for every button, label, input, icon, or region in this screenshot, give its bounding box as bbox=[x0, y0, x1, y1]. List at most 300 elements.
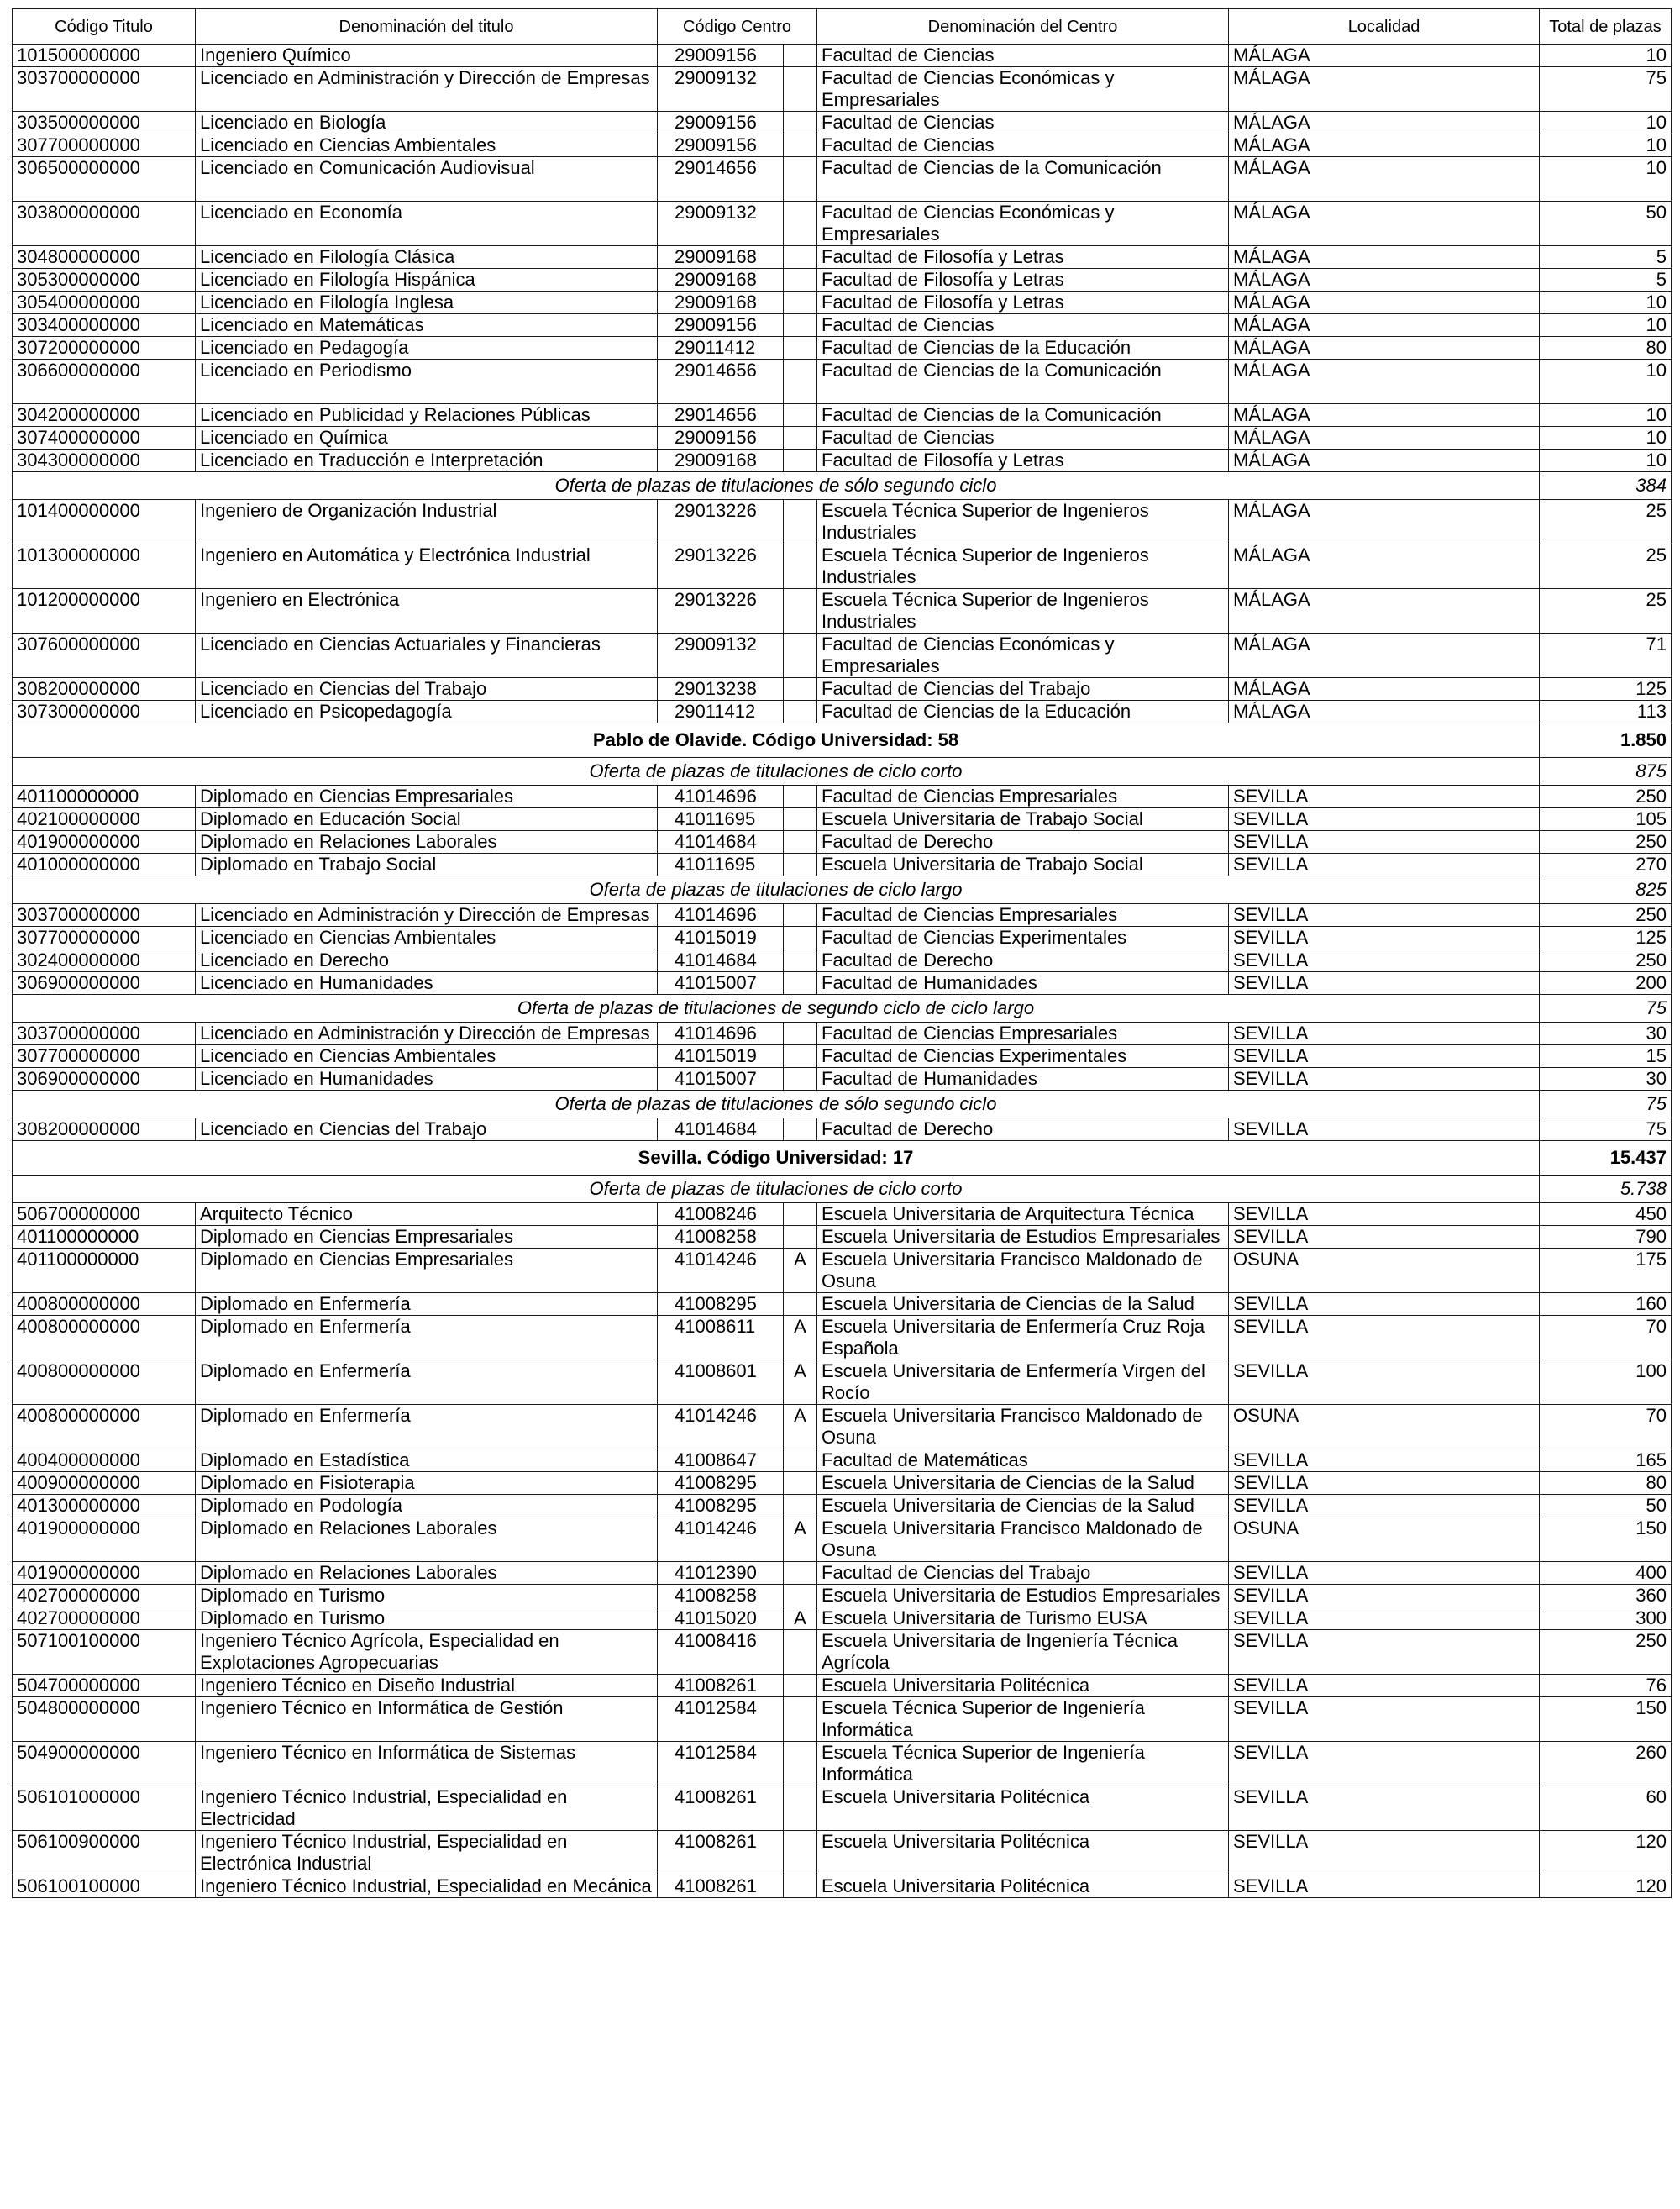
denominacion-titulo-cell: Licenciado en Ciencias del Trabajo bbox=[196, 678, 658, 701]
centro-flag-cell bbox=[784, 544, 817, 589]
denominacion-titulo-cell: Licenciado en Psicopedagogía bbox=[196, 701, 658, 723]
total-plazas-cell: 10 bbox=[1540, 292, 1672, 314]
denominacion-centro-cell: Facultad de Filosofía y Letras bbox=[817, 269, 1229, 292]
subtotal-value: 75 bbox=[1540, 995, 1672, 1023]
table-header bbox=[13, 9, 1672, 45]
codigo-titulo-cell: 303700000000 bbox=[13, 904, 196, 927]
total-plazas-cell: 25 bbox=[1540, 500, 1672, 544]
denominacion-titulo-cell: Ingeniero Técnico Industrial, Especialidad en Electrónica Industrial bbox=[196, 1831, 658, 1875]
table-row bbox=[13, 1495, 1672, 1517]
codigo-centro-cell: 29009156 bbox=[658, 314, 784, 337]
denominacion-titulo-cell: Diplomado en Estadística bbox=[196, 1449, 658, 1472]
centro-flag-cell bbox=[784, 1675, 817, 1697]
centro-flag-cell: A bbox=[784, 1517, 817, 1562]
denominacion-centro-cell: Facultad de Derecho bbox=[817, 831, 1229, 854]
university-title: Pablo de Olavide. Código Universidad: 58 bbox=[13, 723, 1540, 758]
total-plazas-cell: 150 bbox=[1540, 1697, 1672, 1742]
codigo-titulo-cell: 307400000000 bbox=[13, 427, 196, 450]
denominacion-titulo-cell: Diplomado en Ciencias Empresariales bbox=[196, 1226, 658, 1249]
codigo-centro-cell: 41014684 bbox=[658, 949, 784, 972]
localidad-cell: SEVILLA bbox=[1229, 904, 1540, 927]
total-plazas-cell: 165 bbox=[1540, 1449, 1672, 1472]
centro-flag-cell bbox=[784, 1045, 817, 1068]
table-row bbox=[13, 904, 1672, 927]
denominacion-centro-cell: Facultad de Ciencias de la Comunicación bbox=[817, 157, 1229, 202]
denominacion-centro-cell: Facultad de Humanidades bbox=[817, 1068, 1229, 1091]
denominacion-centro-cell: Facultad de Derecho bbox=[817, 949, 1229, 972]
total-plazas-cell: 125 bbox=[1540, 927, 1672, 949]
denominacion-centro-cell: Facultad de Matemáticas bbox=[817, 1449, 1229, 1472]
codigo-centro-cell: 41014696 bbox=[658, 904, 784, 927]
centro-flag-cell bbox=[784, 1472, 817, 1495]
codigo-titulo-cell: 506101000000 bbox=[13, 1786, 196, 1831]
codigo-titulo-cell: 304300000000 bbox=[13, 450, 196, 472]
denominacion-centro-cell: Escuela Universitaria Politécnica bbox=[817, 1786, 1229, 1831]
centro-flag-cell bbox=[784, 831, 817, 854]
codigo-centro-cell: 29014656 bbox=[658, 360, 784, 404]
localidad-cell: SEVILLA bbox=[1229, 1472, 1540, 1495]
total-plazas-cell: 50 bbox=[1540, 202, 1672, 246]
centro-flag-cell bbox=[784, 1786, 817, 1831]
denominacion-titulo-cell: Ingeniero Técnico Industrial, Especialidad en Mecánica bbox=[196, 1875, 658, 1898]
localidad-cell: SEVILLA bbox=[1229, 1831, 1540, 1875]
localidad-cell: SEVILLA bbox=[1229, 1607, 1540, 1630]
centro-flag-cell bbox=[784, 202, 817, 246]
codigo-centro-cell: 41015007 bbox=[658, 972, 784, 995]
total-plazas-cell: 100 bbox=[1540, 1360, 1672, 1405]
codigo-titulo-cell: 303700000000 bbox=[13, 67, 196, 112]
codigo-titulo-cell: 401900000000 bbox=[13, 831, 196, 854]
localidad-cell: SEVILLA bbox=[1229, 1675, 1540, 1697]
denominacion-titulo-cell: Ingeniero Técnico Agrícola, Especialidad en Explotaciones Agropecuarias bbox=[196, 1630, 658, 1675]
table-row bbox=[13, 67, 1672, 112]
denominacion-centro-cell: Facultad de Ciencias Empresariales bbox=[817, 1023, 1229, 1045]
total-plazas-cell: 105 bbox=[1540, 808, 1672, 831]
codigo-titulo-cell: 306900000000 bbox=[13, 972, 196, 995]
denominacion-titulo-cell: Ingeniero en Automática y Electrónica Industrial bbox=[196, 544, 658, 589]
centro-flag-cell bbox=[784, 500, 817, 544]
table-row bbox=[13, 808, 1672, 831]
table-row bbox=[13, 701, 1672, 723]
localidad-cell: SEVILLA bbox=[1229, 1875, 1540, 1898]
codigo-titulo-cell: 400400000000 bbox=[13, 1449, 196, 1472]
denominacion-titulo-cell: Licenciado en Humanidades bbox=[196, 1068, 658, 1091]
total-plazas-cell: 250 bbox=[1540, 786, 1672, 808]
table-row bbox=[13, 314, 1672, 337]
codigo-titulo-cell: 401300000000 bbox=[13, 1495, 196, 1517]
university-row bbox=[13, 1141, 1672, 1176]
localidad-cell: SEVILLA bbox=[1229, 972, 1540, 995]
codigo-centro-cell: 29009132 bbox=[658, 634, 784, 678]
denominacion-centro-cell: Facultad de Ciencias de la Educación bbox=[817, 701, 1229, 723]
codigo-centro-cell: 29013238 bbox=[658, 678, 784, 701]
codigo-titulo-cell: 401900000000 bbox=[13, 1517, 196, 1562]
centro-flag-cell bbox=[784, 927, 817, 949]
centro-flag-cell bbox=[784, 314, 817, 337]
total-plazas-cell: 260 bbox=[1540, 1742, 1672, 1786]
codigo-titulo-cell: 307700000000 bbox=[13, 1045, 196, 1068]
localidad-cell: MÁLAGA bbox=[1229, 292, 1540, 314]
codigo-titulo-cell: 304200000000 bbox=[13, 404, 196, 427]
total-plazas-cell: 400 bbox=[1540, 1562, 1672, 1585]
denominacion-titulo-cell: Diplomado en Enfermería bbox=[196, 1293, 658, 1316]
table-row bbox=[13, 972, 1672, 995]
centro-flag-cell bbox=[784, 1118, 817, 1141]
denominacion-centro-cell: Facultad de Ciencias bbox=[817, 134, 1229, 157]
localidad-cell: MÁLAGA bbox=[1229, 450, 1540, 472]
centro-flag-cell bbox=[784, 1742, 817, 1786]
table-row bbox=[13, 927, 1672, 949]
centro-flag-cell bbox=[784, 1449, 817, 1472]
codigo-titulo-cell: 400800000000 bbox=[13, 1293, 196, 1316]
total-plazas-cell: 10 bbox=[1540, 360, 1672, 404]
centro-flag-cell: A bbox=[784, 1405, 817, 1449]
subtotal-title: Oferta de plazas de titulaciones de ciclo corto bbox=[13, 758, 1540, 786]
total-plazas-cell: 250 bbox=[1540, 831, 1672, 854]
codigo-centro-cell: 29009156 bbox=[658, 427, 784, 450]
table-row bbox=[13, 404, 1672, 427]
centro-flag-cell bbox=[784, 678, 817, 701]
codigo-centro-cell: 41008258 bbox=[658, 1226, 784, 1249]
header-codigo-titulo: Código Titulo bbox=[13, 9, 196, 45]
header-total-plazas: Total de plazas bbox=[1540, 9, 1672, 45]
total-plazas-cell: 10 bbox=[1540, 404, 1672, 427]
codigo-centro-cell: 41014246 bbox=[658, 1405, 784, 1449]
centro-flag-cell bbox=[784, 1293, 817, 1316]
denominacion-centro-cell: Facultad de Ciencias bbox=[817, 45, 1229, 67]
subtotal-title: Oferta de plazas de titulaciones de ciclo largo bbox=[13, 876, 1540, 904]
total-plazas-cell: 160 bbox=[1540, 1293, 1672, 1316]
localidad-cell: MÁLAGA bbox=[1229, 269, 1540, 292]
subtotal-row bbox=[13, 1176, 1672, 1203]
localidad-cell: SEVILLA bbox=[1229, 1697, 1540, 1742]
centro-flag-cell: A bbox=[784, 1360, 817, 1405]
denominacion-centro-cell: Escuela Universitaria Politécnica bbox=[817, 1831, 1229, 1875]
codigo-titulo-cell: 504700000000 bbox=[13, 1675, 196, 1697]
centro-flag-cell bbox=[784, 1068, 817, 1091]
localidad-cell: SEVILLA bbox=[1229, 949, 1540, 972]
codigo-centro-cell: 41014696 bbox=[658, 786, 784, 808]
total-plazas-cell: 5 bbox=[1540, 246, 1672, 269]
localidad-cell: MÁLAGA bbox=[1229, 544, 1540, 589]
table-row bbox=[13, 1023, 1672, 1045]
denominacion-titulo-cell: Licenciado en Biología bbox=[196, 112, 658, 134]
table-row bbox=[13, 1786, 1672, 1831]
table-row bbox=[13, 786, 1672, 808]
denominacion-centro-cell: Facultad de Ciencias Experimentales bbox=[817, 1045, 1229, 1068]
denominacion-centro-cell: Facultad de Derecho bbox=[817, 1118, 1229, 1141]
denominacion-centro-cell: Escuela Universitaria de Trabajo Social bbox=[817, 808, 1229, 831]
centro-flag-cell bbox=[784, 904, 817, 927]
total-plazas-cell: 10 bbox=[1540, 134, 1672, 157]
localidad-cell: SEVILLA bbox=[1229, 786, 1540, 808]
university-row bbox=[13, 723, 1672, 758]
header-localidad: Localidad bbox=[1229, 9, 1540, 45]
codigo-centro-cell: 29014656 bbox=[658, 157, 784, 202]
localidad-cell: SEVILLA bbox=[1229, 1023, 1540, 1045]
denominacion-centro-cell: Escuela Universitaria de Trabajo Social bbox=[817, 854, 1229, 876]
denominacion-centro-cell: Escuela Técnica Superior de Ingenieros Industriales bbox=[817, 544, 1229, 589]
table-row bbox=[13, 854, 1672, 876]
subtotal-row bbox=[13, 995, 1672, 1023]
codigo-centro-cell: 41008611 bbox=[658, 1316, 784, 1360]
plazas-table-sheet bbox=[12, 8, 1671, 1898]
total-plazas-cell: 25 bbox=[1540, 589, 1672, 634]
codigo-centro-cell: 41015019 bbox=[658, 1045, 784, 1068]
denominacion-titulo-cell: Licenciado en Matemáticas bbox=[196, 314, 658, 337]
denominacion-centro-cell: Facultad de Ciencias Económicas y Empresariales bbox=[817, 634, 1229, 678]
centro-flag-cell bbox=[784, 1585, 817, 1607]
table-row bbox=[13, 1293, 1672, 1316]
university-total: 15.437 bbox=[1540, 1141, 1672, 1176]
codigo-centro-cell: 41014696 bbox=[658, 1023, 784, 1045]
localidad-cell: SEVILLA bbox=[1229, 1449, 1540, 1472]
codigo-centro-cell: 41014246 bbox=[658, 1517, 784, 1562]
localidad-cell: SEVILLA bbox=[1229, 1630, 1540, 1675]
denominacion-centro-cell: Escuela Universitaria Francisco Maldonado de Osuna bbox=[817, 1405, 1229, 1449]
codigo-centro-cell: 41008261 bbox=[658, 1675, 784, 1697]
codigo-titulo-cell: 402700000000 bbox=[13, 1607, 196, 1630]
localidad-cell: SEVILLA bbox=[1229, 831, 1540, 854]
codigo-titulo-cell: 402100000000 bbox=[13, 808, 196, 831]
codigo-centro-cell: 29013226 bbox=[658, 500, 784, 544]
centro-flag-cell bbox=[784, 1630, 817, 1675]
subtotal-value: 384 bbox=[1540, 472, 1672, 500]
subtotal-value: 5.738 bbox=[1540, 1176, 1672, 1203]
denominacion-centro-cell: Escuela Universitaria Francisco Maldonado de Osuna bbox=[817, 1517, 1229, 1562]
total-plazas-cell: 250 bbox=[1540, 904, 1672, 927]
denominacion-centro-cell: Facultad de Ciencias bbox=[817, 314, 1229, 337]
total-plazas-cell: 25 bbox=[1540, 544, 1672, 589]
total-plazas-cell: 15 bbox=[1540, 1045, 1672, 1068]
centro-flag-cell bbox=[784, 45, 817, 67]
table-row bbox=[13, 1316, 1672, 1360]
codigo-centro-cell: 29009168 bbox=[658, 246, 784, 269]
table-row bbox=[13, 544, 1672, 589]
codigo-titulo-cell: 506700000000 bbox=[13, 1203, 196, 1226]
table-row bbox=[13, 246, 1672, 269]
denominacion-titulo-cell: Licenciado en Química bbox=[196, 427, 658, 450]
total-plazas-cell: 10 bbox=[1540, 112, 1672, 134]
total-plazas-cell: 10 bbox=[1540, 45, 1672, 67]
denominacion-centro-cell: Escuela Universitaria de Estudios Empresariales bbox=[817, 1226, 1229, 1249]
codigo-centro-cell: 29009156 bbox=[658, 45, 784, 67]
table-row bbox=[13, 1607, 1672, 1630]
table-row bbox=[13, 831, 1672, 854]
denominacion-titulo-cell: Licenciado en Filología Hispánica bbox=[196, 269, 658, 292]
denominacion-titulo-cell: Diplomado en Enfermería bbox=[196, 1360, 658, 1405]
table-row bbox=[13, 1405, 1672, 1449]
denominacion-titulo-cell: Diplomado en Ciencias Empresariales bbox=[196, 1249, 658, 1293]
total-plazas-cell: 125 bbox=[1540, 678, 1672, 701]
total-plazas-cell: 250 bbox=[1540, 1630, 1672, 1675]
codigo-titulo-cell: 306500000000 bbox=[13, 157, 196, 202]
centro-flag-cell bbox=[784, 972, 817, 995]
subtotal-value: 825 bbox=[1540, 876, 1672, 904]
total-plazas-cell: 70 bbox=[1540, 1405, 1672, 1449]
denominacion-centro-cell: Facultad de Ciencias de la Comunicación bbox=[817, 404, 1229, 427]
centro-flag-cell bbox=[784, 1831, 817, 1875]
localidad-cell: MÁLAGA bbox=[1229, 157, 1540, 202]
codigo-centro-cell: 41008601 bbox=[658, 1360, 784, 1405]
codigo-centro-cell: 41008246 bbox=[658, 1203, 784, 1226]
subtotal-row bbox=[13, 472, 1672, 500]
codigo-titulo-cell: 303500000000 bbox=[13, 112, 196, 134]
centro-flag-cell bbox=[784, 1697, 817, 1742]
centro-flag-cell bbox=[784, 701, 817, 723]
denominacion-centro-cell: Escuela Técnica Superior de Ingeniería Informática bbox=[817, 1742, 1229, 1786]
denominacion-titulo-cell: Ingeniero Técnico en Informática de Gestión bbox=[196, 1697, 658, 1742]
table-row bbox=[13, 292, 1672, 314]
codigo-titulo-cell: 506100900000 bbox=[13, 1831, 196, 1875]
total-plazas-cell: 120 bbox=[1540, 1831, 1672, 1875]
table-row bbox=[13, 134, 1672, 157]
plazas-table bbox=[12, 8, 1672, 1898]
localidad-cell: SEVILLA bbox=[1229, 1495, 1540, 1517]
codigo-centro-cell: 41012584 bbox=[658, 1697, 784, 1742]
table-row bbox=[13, 1831, 1672, 1875]
denominacion-titulo-cell: Ingeniero en Electrónica bbox=[196, 589, 658, 634]
localidad-cell: MÁLAGA bbox=[1229, 427, 1540, 450]
total-plazas-cell: 175 bbox=[1540, 1249, 1672, 1293]
table-row bbox=[13, 949, 1672, 972]
header-denominacion-centro: Denominación del Centro bbox=[817, 9, 1229, 45]
table-row bbox=[13, 634, 1672, 678]
centro-flag-cell bbox=[784, 157, 817, 202]
denominacion-titulo-cell: Diplomado en Relaciones Laborales bbox=[196, 831, 658, 854]
denominacion-centro-cell: Facultad de Filosofía y Letras bbox=[817, 246, 1229, 269]
codigo-titulo-cell: 504900000000 bbox=[13, 1742, 196, 1786]
codigo-titulo-cell: 306600000000 bbox=[13, 360, 196, 404]
localidad-cell: SEVILLA bbox=[1229, 1742, 1540, 1786]
total-plazas-cell: 790 bbox=[1540, 1226, 1672, 1249]
table-row bbox=[13, 500, 1672, 544]
denominacion-titulo-cell: Licenciado en Comunicación Audiovisual bbox=[196, 157, 658, 202]
denominacion-centro-cell: Escuela Universitaria de Ciencias de la Salud bbox=[817, 1472, 1229, 1495]
denominacion-titulo-cell: Diplomado en Trabajo Social bbox=[196, 854, 658, 876]
subtotal-value: 875 bbox=[1540, 758, 1672, 786]
table-row bbox=[13, 1630, 1672, 1675]
table-row bbox=[13, 269, 1672, 292]
codigo-centro-cell: 29011412 bbox=[658, 701, 784, 723]
total-plazas-cell: 300 bbox=[1540, 1607, 1672, 1630]
denominacion-titulo-cell: Licenciado en Ciencias Ambientales bbox=[196, 1045, 658, 1068]
total-plazas-cell: 250 bbox=[1540, 949, 1672, 972]
centro-flag-cell bbox=[784, 1226, 817, 1249]
localidad-cell: SEVILLA bbox=[1229, 1360, 1540, 1405]
codigo-centro-cell: 29009132 bbox=[658, 202, 784, 246]
total-plazas-cell: 10 bbox=[1540, 427, 1672, 450]
codigo-centro-cell: 29009168 bbox=[658, 292, 784, 314]
denominacion-centro-cell: Escuela Universitaria de Enfermería Cruz Roja Española bbox=[817, 1316, 1229, 1360]
denominacion-titulo-cell: Licenciado en Filología Clásica bbox=[196, 246, 658, 269]
table-row bbox=[13, 337, 1672, 360]
codigo-centro-cell: 29009168 bbox=[658, 450, 784, 472]
codigo-centro-cell: 41008295 bbox=[658, 1293, 784, 1316]
codigo-centro-cell: 41008261 bbox=[658, 1875, 784, 1898]
codigo-titulo-cell: 401100000000 bbox=[13, 1226, 196, 1249]
university-title: Sevilla. Código Universidad: 17 bbox=[13, 1141, 1540, 1176]
denominacion-titulo-cell: Licenciado en Filología Inglesa bbox=[196, 292, 658, 314]
codigo-titulo-cell: 401100000000 bbox=[13, 786, 196, 808]
subtotal-row bbox=[13, 876, 1672, 904]
denominacion-titulo-cell: Diplomado en Ciencias Empresariales bbox=[196, 786, 658, 808]
centro-flag-cell bbox=[784, 854, 817, 876]
denominacion-centro-cell: Facultad de Ciencias bbox=[817, 427, 1229, 450]
codigo-titulo-cell: 303400000000 bbox=[13, 314, 196, 337]
table-row bbox=[13, 1118, 1672, 1141]
total-plazas-cell: 70 bbox=[1540, 1316, 1672, 1360]
codigo-titulo-cell: 507100100000 bbox=[13, 1630, 196, 1675]
centro-flag-cell bbox=[784, 246, 817, 269]
codigo-centro-cell: 41014684 bbox=[658, 1118, 784, 1141]
table-row bbox=[13, 1203, 1672, 1226]
codigo-centro-cell: 41015020 bbox=[658, 1607, 784, 1630]
codigo-titulo-cell: 101400000000 bbox=[13, 500, 196, 544]
codigo-centro-cell: 29009156 bbox=[658, 112, 784, 134]
centro-flag-cell bbox=[784, 269, 817, 292]
codigo-titulo-cell: 307600000000 bbox=[13, 634, 196, 678]
table-row bbox=[13, 1697, 1672, 1742]
table-row bbox=[13, 1068, 1672, 1091]
localidad-cell: MÁLAGA bbox=[1229, 112, 1540, 134]
denominacion-titulo-cell: Licenciado en Ciencias Actuariales y Financieras bbox=[196, 634, 658, 678]
codigo-centro-cell: 41014684 bbox=[658, 831, 784, 854]
denominacion-centro-cell: Escuela Universitaria de Enfermería Virgen del Rocío bbox=[817, 1360, 1229, 1405]
localidad-cell: SEVILLA bbox=[1229, 1786, 1540, 1831]
denominacion-titulo-cell: Licenciado en Economía bbox=[196, 202, 658, 246]
subtotal-title: Oferta de plazas de titulaciones de ciclo corto bbox=[13, 1176, 1540, 1203]
codigo-centro-cell: 29009168 bbox=[658, 269, 784, 292]
codigo-centro-cell: 41008416 bbox=[658, 1630, 784, 1675]
codigo-centro-cell: 41008295 bbox=[658, 1472, 784, 1495]
centro-flag-cell bbox=[784, 1562, 817, 1585]
localidad-cell: SEVILLA bbox=[1229, 1203, 1540, 1226]
centro-flag-cell: A bbox=[784, 1249, 817, 1293]
table-row bbox=[13, 112, 1672, 134]
table-row bbox=[13, 1562, 1672, 1585]
table-row bbox=[13, 202, 1672, 246]
table-row bbox=[13, 45, 1672, 67]
total-plazas-cell: 30 bbox=[1540, 1068, 1672, 1091]
denominacion-titulo-cell: Diplomado en Relaciones Laborales bbox=[196, 1517, 658, 1562]
codigo-centro-cell: 41008261 bbox=[658, 1831, 784, 1875]
codigo-centro-cell: 41015019 bbox=[658, 927, 784, 949]
codigo-titulo-cell: 101200000000 bbox=[13, 589, 196, 634]
codigo-centro-cell: 41008647 bbox=[658, 1449, 784, 1472]
header-codigo-centro: Código Centro bbox=[658, 9, 817, 45]
table-body bbox=[13, 45, 1672, 1898]
denominacion-titulo-cell: Licenciado en Ciencias del Trabajo bbox=[196, 1118, 658, 1141]
subtotal-row bbox=[13, 1091, 1672, 1118]
codigo-titulo-cell: 306900000000 bbox=[13, 1068, 196, 1091]
total-plazas-cell: 10 bbox=[1540, 314, 1672, 337]
codigo-titulo-cell: 401900000000 bbox=[13, 1562, 196, 1585]
table-row bbox=[13, 589, 1672, 634]
centro-flag-cell bbox=[784, 134, 817, 157]
subtotal-value: 75 bbox=[1540, 1091, 1672, 1118]
table-row bbox=[13, 1517, 1672, 1562]
denominacion-centro-cell: Facultad de Ciencias del Trabajo bbox=[817, 678, 1229, 701]
total-plazas-cell: 5 bbox=[1540, 269, 1672, 292]
codigo-titulo-cell: 305300000000 bbox=[13, 269, 196, 292]
denominacion-titulo-cell: Licenciado en Ciencias Ambientales bbox=[196, 134, 658, 157]
denominacion-titulo-cell: Diplomado en Fisioterapia bbox=[196, 1472, 658, 1495]
denominacion-centro-cell: Facultad de Ciencias del Trabajo bbox=[817, 1562, 1229, 1585]
table-row bbox=[13, 678, 1672, 701]
denominacion-titulo-cell: Diplomado en Turismo bbox=[196, 1585, 658, 1607]
total-plazas-cell: 150 bbox=[1540, 1517, 1672, 1562]
